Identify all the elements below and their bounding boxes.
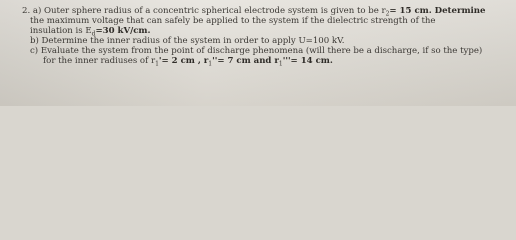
- r2-subscript: 2: [385, 10, 390, 18]
- problem-line-6-r3: '''= 14 cm.: [282, 56, 333, 66]
- problem-line-3-value: =30 kV/cm.: [95, 26, 151, 36]
- problem-line-4: b) Determine the inner radius of the system in order to apply U=100 kV.: [30, 36, 345, 46]
- problem-line-2: the maximum voltage that can safely be applied to the system if the dielectric strength of the: [30, 16, 436, 26]
- problem-line-1-value: = 15 cm. Determine: [389, 6, 486, 16]
- problem-line-6: [43, 55, 333, 67]
- problem-line-6-r1: '= 2 cm , r: [158, 56, 209, 66]
- problem-line-6-text: for the inner radiuses of r: [43, 56, 156, 66]
- problem-line-3-text: insulation is E: [30, 26, 92, 36]
- problem-line-1-text: 2. a) Outer sphere radius of a concentric spherical electrode system is given to be r: [22, 6, 386, 16]
- problem-line-6-r2: ''= 7 cm and r: [212, 56, 279, 66]
- r1-subscript-1: 1: [155, 60, 159, 68]
- r1-subscript-2: 1: [208, 60, 213, 68]
- ed-subscript: d: [91, 30, 96, 38]
- document-page: [0, 0, 516, 106]
- r1-subscript-3: 1: [278, 60, 283, 68]
- problem-line-5: c) Evaluate the system from the point of discharge phenomena (will there be a discharge, if so the type): [30, 46, 483, 56]
